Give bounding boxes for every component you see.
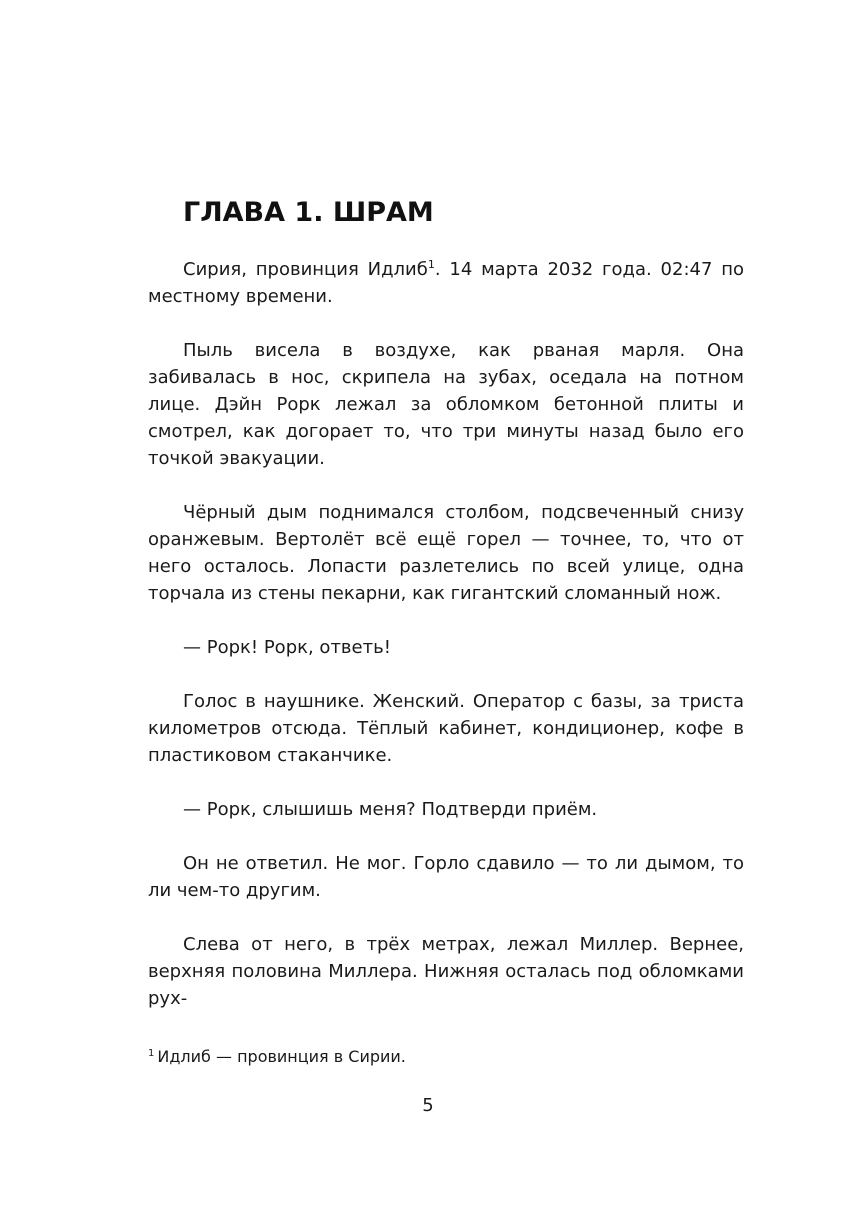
body-text — [148, 256, 744, 1012]
footnote-reference[interactable]: 1 — [427, 258, 435, 271]
footnote-mark: 1 — [148, 1047, 155, 1059]
footnote — [148, 1045, 748, 1069]
dialogue-line: — Рорк, слышишь меня? Подтверди приём. — [183, 799, 598, 820]
paragraph: Слева от него, в трёх метрах, лежал Миллер. Вернее, верхняя половина Миллера. Нижняя осталась под обломками рух- — [148, 934, 744, 1009]
chapter-title: ГЛАВА 1. ШРАМ — [183, 197, 434, 228]
location-paragraph — [148, 256, 744, 310]
dialogue-line: — Рорк! Рорк, ответь! — [183, 637, 391, 658]
paragraph: Он не ответил. Не мог. Горло сдавило — то ли дымом, то ли чем-то другим. — [148, 853, 744, 901]
location-text: Сирия, провинция Идлиб — [183, 259, 428, 280]
paragraph: Чёрный дым поднимался столбом, подсвеченный снизу оранжевым. Вертолёт всё ещё горел — точнее, то, что от него осталось. Лопасти разлетелись по всей улице, одна торчала из стены пекарни, как гигантский сломанный нож. — [148, 502, 744, 604]
paragraph: Пыль висела в воздухе, как рваная марля. Она забивалась в нос, скрипела на зубах, оседала на потном лице. Дэйн Рорк лежал за обломком бетонной плиты и смотрел, как догорает то, что три минуты назад было его точкой эвакуации. — [148, 340, 744, 469]
location-date-text: . 14 марта 2032 года. 02:47 по местному времени. — [148, 259, 744, 307]
footnote-text: Идлиб — провинция в Сирии. — [157, 1047, 406, 1066]
paragraph: Голос в наушнике. Женский. Оператор с базы, за триста километров отсюда. Тёплый кабинет, кондиционер, кофе в пластиковом стаканчике. — [148, 691, 744, 766]
page-number: 5 — [422, 1095, 434, 1116]
